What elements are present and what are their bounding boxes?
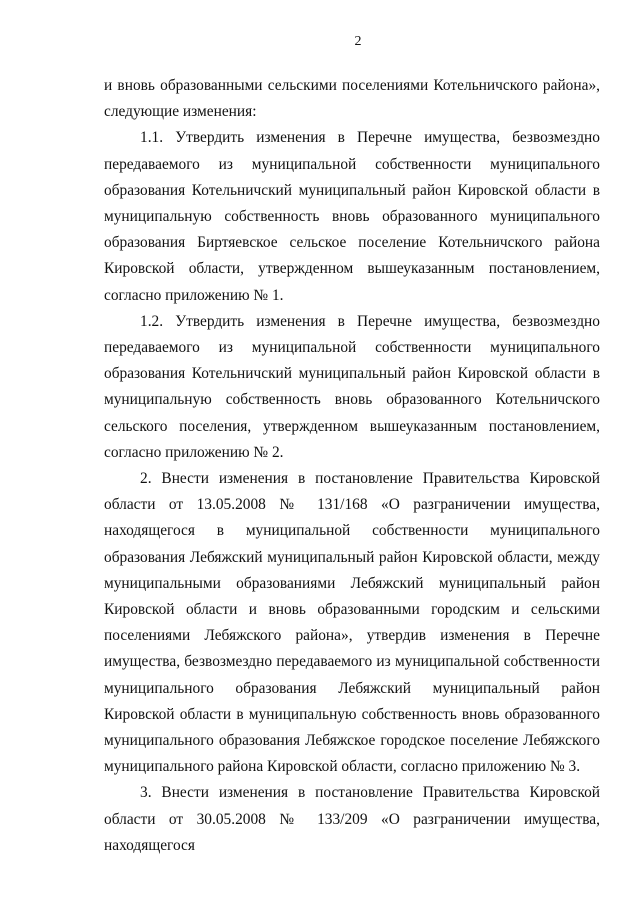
paragraph-item-3: 3. Внести изменения в постановление Правительства Кировской области от 30.05.2008 № 133/209 «О разграничении имущества, находящегося xyxy=(104,784,600,854)
paragraph-continuation: и вновь образованными сельскими поселениями Котельничского района», следующие изменения: xyxy=(104,77,600,121)
paragraph-item-1-1: 1.1. Утвердить изменения в Перечне имущества, безвозмездно передаваемого из муниципальной собственности муниципального образования Котельничский муниципальный район Кировской области в муниципальную собственность вновь образованного муниципального образования Биртяевское сельское поселение Котельничского района Кировской области, утвержденном вышеуказанным постановлением, согласно приложению № 1. xyxy=(104,129,600,304)
paragraph-item-1-2: 1.2. Утвердить изменения в Перечне имущества, безвозмездно передаваемого из муниципальной собственности муниципального образования Котельничский муниципальный район Кировской области в муниципальную собственность вновь образованного Котельничского сельского поселения, утвержденном вышеуказанным постановлением, согласно приложению № 2. xyxy=(104,312,600,461)
page-number: 2 xyxy=(354,34,362,49)
paragraph-item-2: 2. Внести изменения в постановление Правительства Кировской области от 13.05.2008 № 131/168 «О разграничении имущества, находящегося в муниципальной собственности муниципального образования Лебяжский муниципальный район Кировской области, между муниципальными образованиями Лебяжский муниципальный район Кировской области и вновь образованными городским и сельскими поселениями Лебяжского района», утвердив изменения в Перечне имущества, безвозмездно передаваемого из муниципальной собственности муниципального образования Лебяжский муниципальный район Кировской области в муниципальную собственность вновь образованного муниципального образования Лебяжское городское поселение Лебяжского муниципального района Кировской области, согласно приложению № 3. xyxy=(104,470,600,776)
document-body xyxy=(104,73,600,859)
